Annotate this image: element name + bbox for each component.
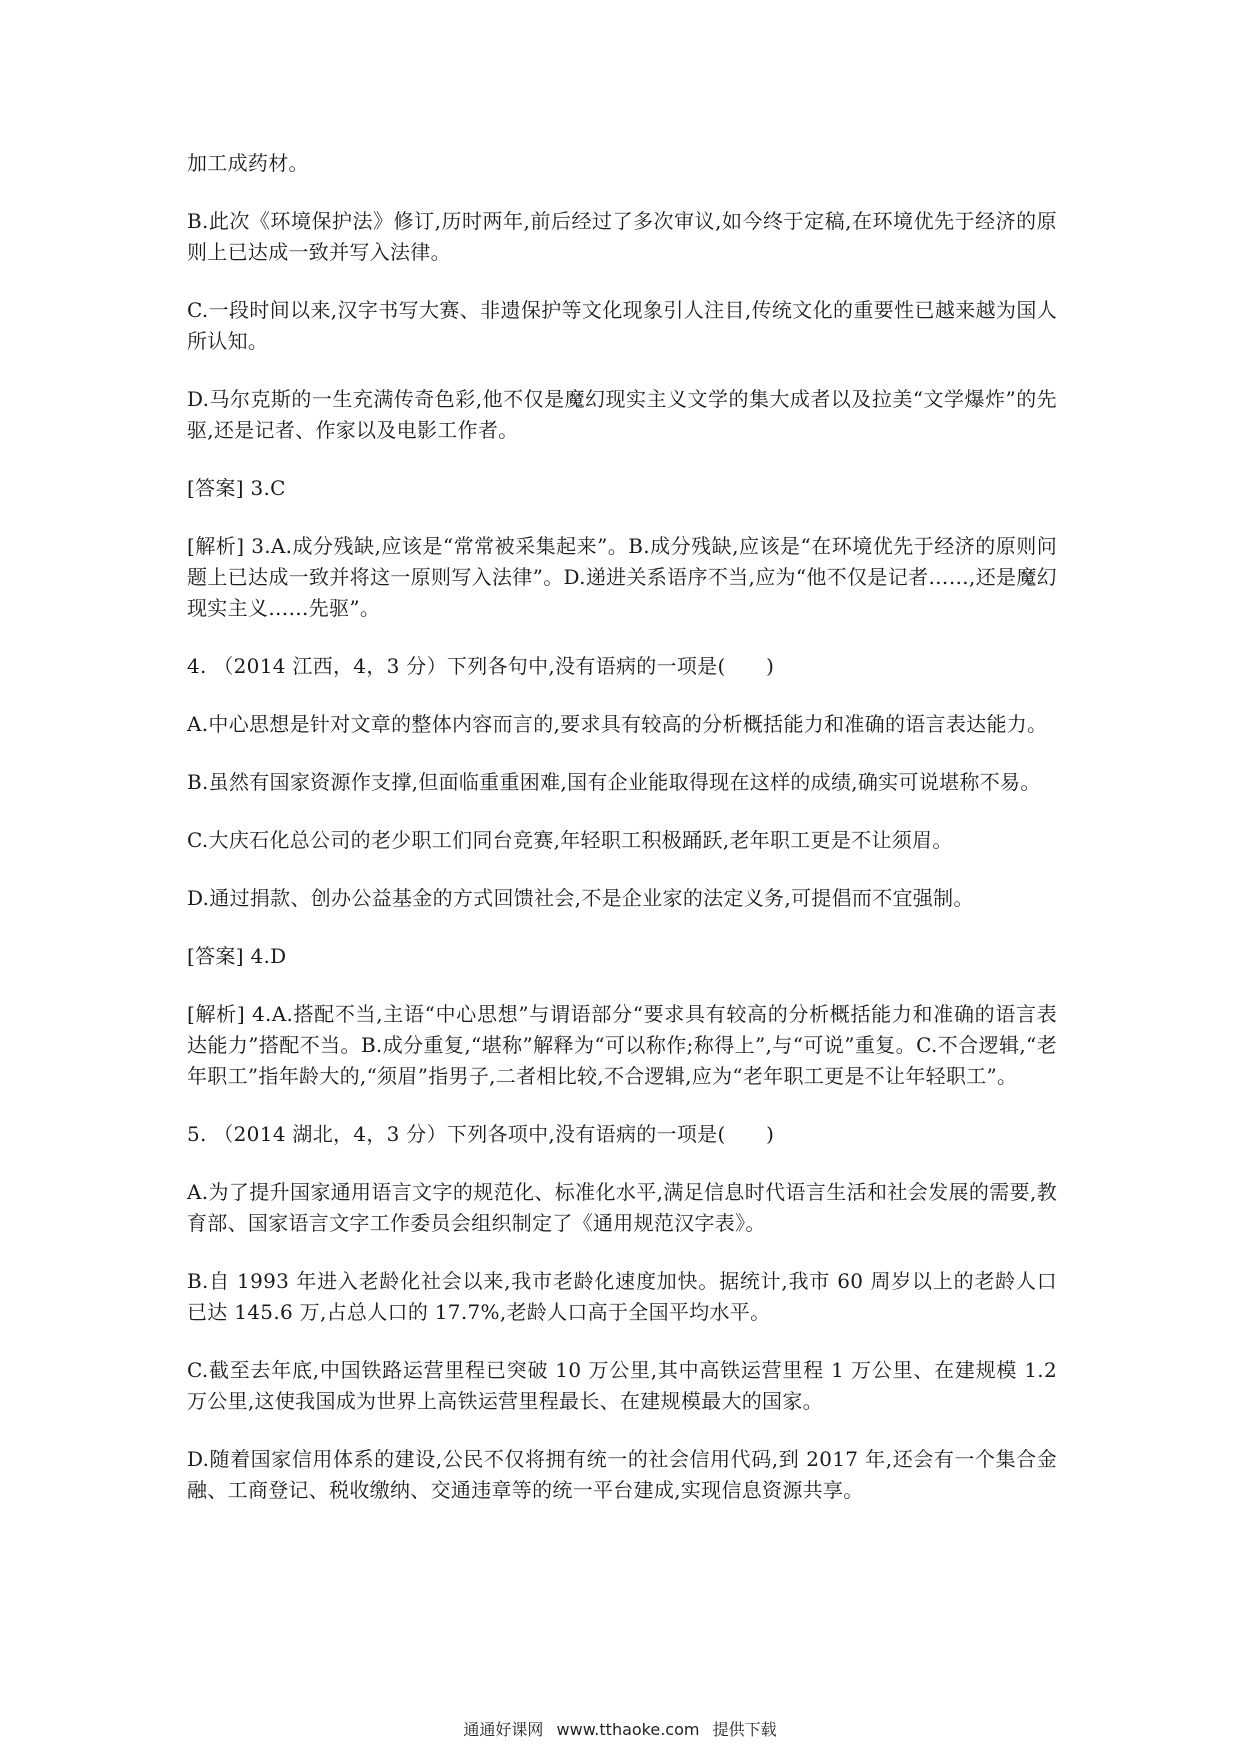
option-4d: D.通过捐款、创办公益基金的方式回馈社会,不是企业家的法定义务,可提倡而不宜强制。 <box>187 886 974 910</box>
option-4b: B.虽然有国家资源作支撑,但面临重重困难,国有企业能取得现在这样的成绩,确实可说堪称不易。 <box>187 770 1041 794</box>
page-footer <box>0 1720 1240 1740</box>
option-3c: C.一段时间以来,汉字书写大赛、非遗保护等文化现象引人注目,传统文化的重要性已越来越为国人所认知。 <box>187 298 1057 353</box>
footer-site-url[interactable]: www.tthaoke.com <box>556 1720 700 1739</box>
footer-tagline: 提供下载 <box>712 1720 777 1739</box>
question-4: 4. （2014 江西，4，3 分）下列各句中,没有语病的一项是( ) <box>187 654 775 678</box>
option-4c: C.大庆石化总公司的老少职工们同台竞赛,年轻职工积极踊跃,老年职工更是不让须眉。 <box>187 828 953 852</box>
explanation-4: [解析] 4.A.搭配不当,主语“中心思想”与谓语部分“要求具有较高的分析概括能力和准确的语言表达能力”搭配不当。B.成分重复,“堪称”解释为“可以称作;称得上”,与“可说”重复。C.不合逻辑,“老年职工”指年龄大的,“须眉”指男子,二者相比较,不合逻辑,应为“老年职工更是不让年轻职工”。 <box>187 1002 1057 1088</box>
answer-4: [答案] 4.D <box>187 944 287 968</box>
document-body <box>187 148 1057 1533</box>
option-5c: C.截至去年底,中国铁路运营里程已突破 10 万公里,其中高铁运营里程 1 万公里、在建规模 1.2 万公里,这使我国成为世界上高铁运营里程最长、在建规模最大的国家。 <box>187 1358 1057 1413</box>
paragraph-continuation: 加工成药材。 <box>187 151 309 175</box>
option-3d: D.马尔克斯的一生充满传奇色彩,他不仅是魔幻现实主义文学的集大成者以及拉美“文学爆炸”的先驱,还是记者、作家以及电影工作者。 <box>187 387 1057 442</box>
option-5d: D.随着国家信用体系的建设,公民不仅将拥有统一的社会信用代码,到 2017 年,还会有一个集合金融、工商登记、税收缴纳、交通违章等的统一平台建成,实现信息资源共享。 <box>187 1447 1057 1502</box>
footer-site-name: 通通好课网 <box>463 1720 544 1739</box>
explanation-3: [解析] 3.A.成分残缺,应该是“常常被采集起来”。B.成分残缺,应该是“在环境优先于经济的原则问题上已达成一致并将这一原则写入法律”。D.递进关系语序不当,应为“他不仅是记者……,还是魔幻现实主义……先驱”。 <box>187 534 1057 620</box>
option-4a: A.中心思想是针对文章的整体内容而言的,要求具有较高的分析概括能力和准确的语言表达能力。 <box>187 712 1048 736</box>
option-3b: B.此次《环境保护法》修订,历时两年,前后经过了多次审议,如今终于定稿,在环境优先于经济的原则上已达成一致并写入法律。 <box>187 209 1057 264</box>
option-5b: B.自 1993 年进入老龄化社会以来,我市老龄化速度加快。据统计,我市 60 周岁以上的老龄人口已达 145.6 万,占总人口的 17.7%,老龄人口高于全国平均水平。 <box>187 1269 1057 1324</box>
answer-3: [答案] 3.C <box>187 476 286 500</box>
question-5: 5. （2014 湖北，4，3 分）下列各项中,没有语病的一项是( ) <box>187 1122 775 1146</box>
option-5a: A.为了提升国家通用语言文字的规范化、标准化水平,满足信息时代语言生活和社会发展的需要,教育部、国家语言文字工作委员会组织制定了《通用规范汉字表》。 <box>187 1180 1057 1235</box>
